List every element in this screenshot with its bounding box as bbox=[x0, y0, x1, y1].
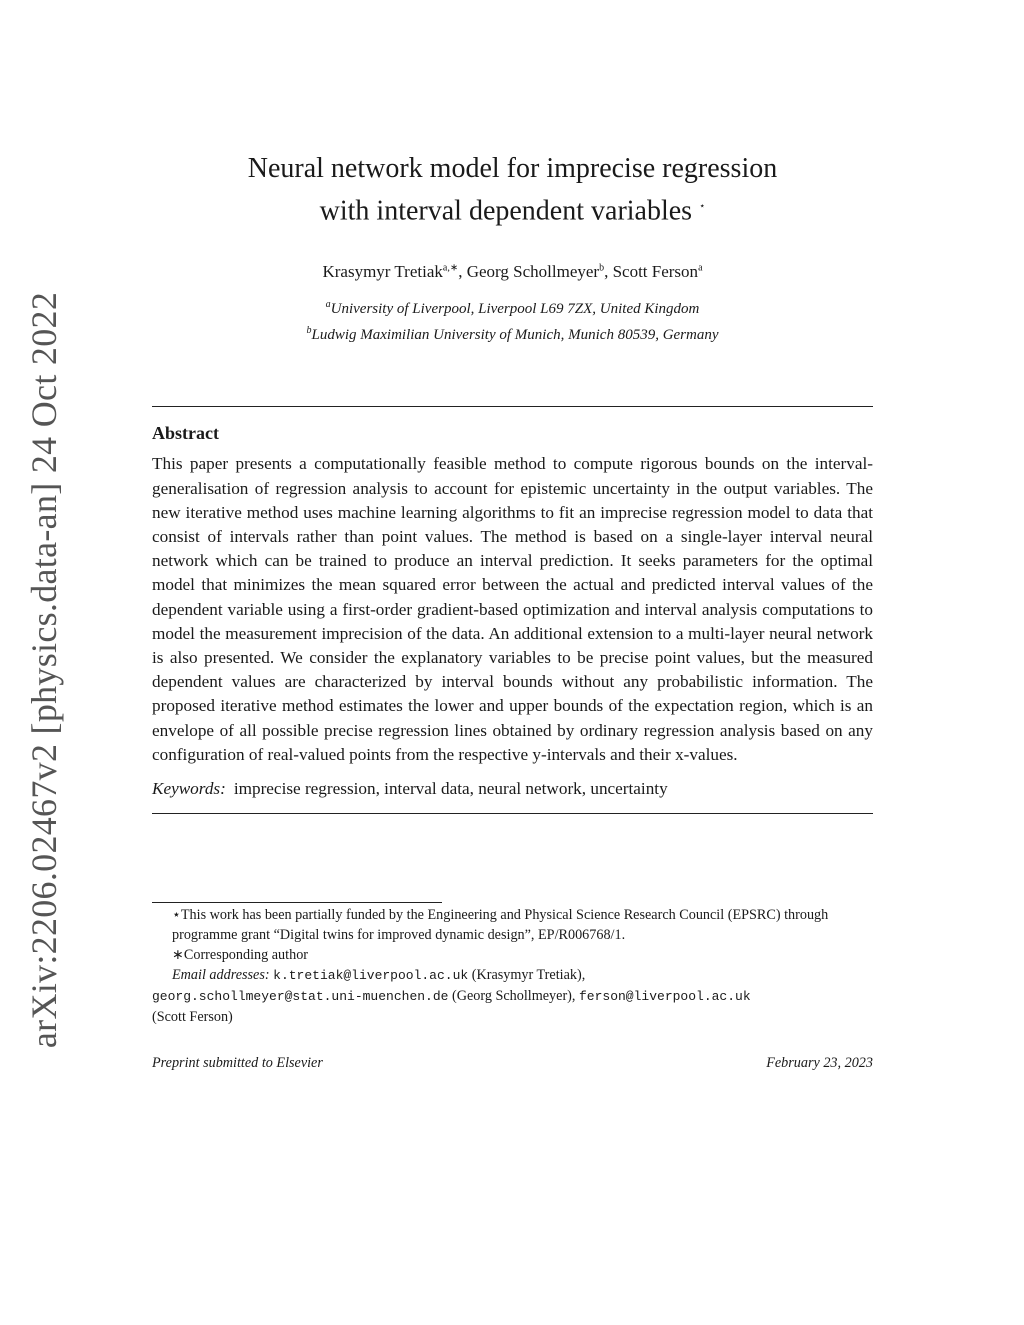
paper-title bbox=[152, 150, 873, 230]
title-line-2: with interval dependent variables bbox=[319, 195, 693, 227]
preprint-footer bbox=[152, 1055, 873, 1072]
abstract-heading: Abstract bbox=[152, 423, 219, 444]
preprint-date: February 23, 2023 bbox=[766, 1054, 873, 1071]
title-line-1: Neural network model for imprecise regression bbox=[247, 153, 778, 184]
author-list: Krasymyr Tretiak$^{a,∗}$, Georg Schollmeyer$^b$, Scott Ferson$^a$ bbox=[322, 262, 703, 282]
paper-page bbox=[152, 150, 873, 1072]
author-name: Georg Schollmeyer bbox=[466, 262, 600, 282]
keywords-label: Keywords: bbox=[152, 778, 226, 798]
keywords bbox=[152, 779, 873, 799]
funding-footnote: ⋆This work has been partially funded by the Engineering and Physical Science Research Council (EPSRC) through programme grant “Digital twins for improved dynamic design”, EP/R006768/1. bbox=[172, 906, 829, 943]
abstract-body: This paper presents a computationally feasible method to compute rigorous bounds on the interval-generalisation of regression analysis to account for epistemic uncertainty in the output variables. The new iterative method uses machine learning algorithms to fit an imprecise regression model to data that consist of intervals rather than point values. The method is based on a single-layer interval neural network which can be trained to produce an interval prediction. It seeks parameters for the optimal model that minimizes the mean squared error between the actual and predicted interval values of the dependent variable using a first-order gradient-based optimization and interval analysis computations to model the measurement imprecision of the data. An additional extension to a multi-layer neural network is also presented. We consider the explanatory variables to be precise point values, but the measured dependent values are characterized by interval bounds without any probabilistic information. The proposed iterative method estimates the lower and upper bounds of the expectation region, which is an envelope of all possible precise regression lines obtained by ordinary regression analysis based on any configuration of real-valued points from the respective y-intervals and their x-values. bbox=[152, 454, 873, 764]
title-footnote-mark: ⋆ bbox=[699, 201, 706, 212]
email-owner: (Krasymyr Tretiak), bbox=[471, 966, 586, 983]
top-rule bbox=[152, 406, 873, 407]
email-link[interactable]: georg.schollmeyer@stat.uni-muenchen.de bbox=[152, 988, 449, 1004]
keywords-list: imprecise regression, interval data, neural network, uncertainty bbox=[233, 778, 668, 798]
footnotes bbox=[152, 905, 873, 1027]
email-link[interactable]: ferson@liverpool.ac.uk bbox=[579, 988, 751, 1004]
email-link[interactable]: k.tretiak@liverpool.ac.uk bbox=[273, 967, 469, 983]
author-name: Scott Ferson bbox=[612, 262, 699, 282]
bottom-rule bbox=[152, 813, 873, 814]
author-sup: a bbox=[698, 262, 703, 274]
affiliations bbox=[152, 294, 873, 346]
affiliation: $^a$University of Liverpool, Liverpool L69 7ZX, United Kingdom bbox=[325, 299, 700, 318]
email-label: Email addresses: bbox=[172, 966, 270, 983]
email-owner: (Georg Schollmeyer), bbox=[452, 987, 576, 1004]
corresponding-footnote: ∗Corresponding author bbox=[172, 946, 309, 963]
author-sup: a,∗ bbox=[442, 262, 459, 274]
email-owner: (Scott Ferson) bbox=[152, 1008, 233, 1025]
preprint-note: Preprint submitted to Elsevier bbox=[152, 1054, 323, 1071]
email-footnote bbox=[152, 965, 873, 1027]
author-name: Krasymyr Tretiak bbox=[322, 262, 443, 282]
author-sup: b bbox=[599, 262, 605, 274]
arxiv-identifier: arXiv:2206.02467v2 [physics.data-an] 24 Oct 2022 bbox=[24, 291, 64, 1049]
affiliation: $^b$Ludwig Maximilian University of Munich, Munich 80539, Germany bbox=[306, 325, 719, 344]
footnote-rule bbox=[152, 902, 442, 903]
